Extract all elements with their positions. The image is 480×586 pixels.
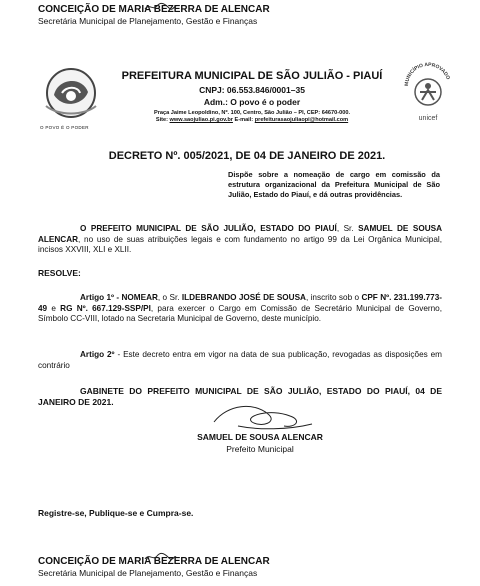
decree-preamble: O PREFEITO MUNICIPAL DE SÃO JULIÃO, ESTADO DO PIAUÍ, Sr. SAMUEL DE SOUSA ALENCAR, no uso de suas atribuições legais e com fundamento no artigo 99 da Lei Orgânica Municipal, incisos XXVIII, XLI e XLII. xyxy=(38,224,442,254)
bottom-footer xyxy=(38,556,368,578)
bottom-footer-name: CONCEIÇÃO DE MARIA BEZERRA DE ALENCAR xyxy=(38,556,270,567)
city-logo xyxy=(40,66,112,138)
closing-statement: GABINETE DO PREFEITO MUNICIPAL DE SÃO JULIÃO, ESTADO DO PIAUÍ, 04 DE JANEIRO DE 2021. xyxy=(38,386,442,407)
register-publish-line: Registre-se, Publique-se e Cumpra-se. xyxy=(38,508,194,518)
city-logo-caption: O POVO É O PODER xyxy=(40,125,89,130)
signer-role: Prefeito Municipal xyxy=(226,444,294,454)
address: Praça Jaime Leopoldino, Nº. 100, Centro, São Julião – PI, CEP: 64670-000. xyxy=(153,110,351,116)
decree-summary: Dispõe sobre a nomeação de cargo em comissão da estrutura organizacional da Prefeitura Municipal de São Julião, Estado do Piauí, e dá outras providências. xyxy=(228,170,440,199)
adm-slogan: Adm.: O povo é o poder xyxy=(203,97,301,107)
site-link[interactable]: www.saojuliao.pi.gov.br xyxy=(169,117,233,123)
contact-line: Site: www.saojuliao.pi.gov.br E-mail: prefeiturasaojuliaopi@hotmail.com xyxy=(155,117,349,123)
city-emblem-icon xyxy=(40,66,102,124)
mayor-signature xyxy=(208,400,318,432)
top-header-name: CONCEIÇÃO DE MARIA BEZERRA DE ALENCAR xyxy=(38,4,270,15)
cnpj: CNPJ: 06.553.846/0001–35 xyxy=(199,85,305,95)
decree-title: DECRETO Nº. 005/2021, DE 04 DE JANEIRO DE 2021. xyxy=(108,150,386,162)
letterhead xyxy=(118,70,386,123)
unicef-seal-icon xyxy=(400,60,456,112)
prefecture-title: PREFEITURA MUNICIPAL DE SÃO JULIÃO - PIAUÍ xyxy=(121,70,383,82)
signature-scribble-top xyxy=(143,2,177,12)
top-header xyxy=(38,4,368,26)
resolve-heading: RESOLVE: xyxy=(38,268,81,278)
seal-bottom-text: unicef xyxy=(418,115,438,122)
email-link[interactable]: prefeiturasaojuliaopi@hotmail.com xyxy=(254,117,349,123)
signer-name: SAMUEL DE SOUSA ALENCAR xyxy=(197,432,323,442)
bottom-footer-role: Secretária Municipal de Planejamento, Gestão e Finanças xyxy=(38,568,258,578)
article-1: Artigo 1º - NOMEAR, o Sr. ILDEBRANDO JOSÉ DE SOUSA, inscrito sob o CPF Nº. 231.199.773-49 e RG Nº. 667.129-SSP/PI, para exercer o Cargo em Comissão de Secretário Municipal de Governo, Símbolo CC-VIII, lotado na Secretaria Municipal de Governo, deste município. xyxy=(38,293,443,323)
seal-top-text: MUNICÍPIO APROVADO xyxy=(403,61,451,87)
top-header-role: Secretária Municipal de Planejamento, Gestão e Finanças xyxy=(38,16,258,26)
article-2: Artigo 2º - Este decreto entra em vigor na data de sua publicação, revogadas as disposições em contrário xyxy=(38,350,442,370)
unicef-seal xyxy=(400,60,456,130)
signature-scribble-bottom xyxy=(143,552,177,562)
